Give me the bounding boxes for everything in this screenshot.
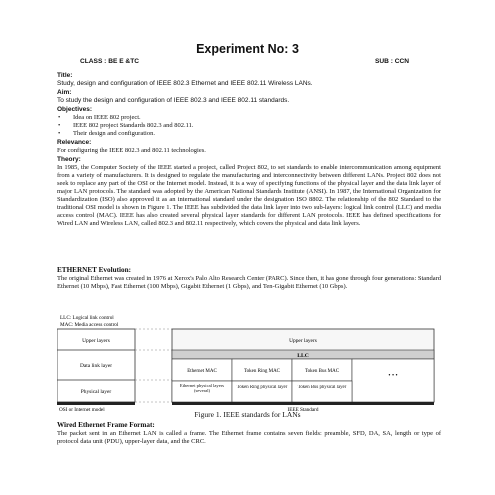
ethernet-heading: ETHERNET Evolution:	[57, 266, 131, 274]
class-label: CLASS : BE E &TC	[80, 58, 139, 65]
title-heading: Title:	[57, 72, 73, 79]
objectives-list	[57, 114, 194, 138]
aim-heading: Aim:	[57, 89, 72, 96]
frame-format-heading: Wired Ethernet Frame Format:	[57, 421, 155, 429]
ieee-upper-layers: Upper layers	[289, 338, 317, 344]
ieee-lan-figure	[57, 312, 437, 420]
objectives-heading: Objectives:	[57, 106, 93, 113]
list-item: • IEEE 802 project Standards 802.3 and 802.11.	[57, 122, 194, 130]
frame-format-text: The packet sent in an Ethernet LAN is called a frame. The Ethernet frame contains seven fields: preamble, SFD, DA, SA, length or type of protocol data unit (PDU), upper-layer data, and the CRC.	[57, 430, 441, 445]
ieee-standard-label: IEEE Standard	[287, 407, 319, 413]
aim-text: To study the design and configuration of IEEE 802.3 and IEEE 802.11 standards.	[57, 97, 290, 104]
token-bus-physical-label: Token Bus physical layer	[297, 385, 347, 390]
more-standards-dots: • • •	[388, 373, 398, 379]
legend-mac: MAC: Media access control	[60, 322, 119, 328]
list-item: • Idea on IEEE 802 project.	[57, 114, 194, 122]
osi-upper-layers: Upper layers	[82, 338, 110, 344]
legend-llc: LLC: Logical link control	[60, 315, 114, 321]
ethernet-text: The original Ethernet was created in 1976 at Xerox's Palo Alto Research Center (PARC). Since then, it has gone through four generations: Standard Ethernet (10 Mbps), Fast Ethernet (100 Mbps), Gigabit Ethernet (1 Gbps), and Ten-Gigabit Ethernet (10 Gbps).	[57, 275, 441, 290]
list-item: • Their design and configuration.	[57, 130, 194, 138]
ethernet-mac-label: Ethernet MAC	[187, 369, 217, 374]
relevance-heading: Relevance:	[57, 139, 92, 146]
osi-data-link-layer: Data link layer	[79, 363, 113, 369]
figure-caption: Figure 1. IEEE standards for LANs	[194, 410, 301, 419]
theory-heading: Theory:	[57, 156, 81, 163]
osi-model-label: OSI or Internet model	[59, 407, 105, 413]
experiment-title: Experiment No: 3	[196, 42, 299, 56]
token-ring-physical-label: Token Ring physical layer	[236, 385, 288, 390]
title-text: Study, design and configuration of IEEE 802.3 Ethernet and IEEE 802.11 Wireless LANs.	[57, 80, 313, 87]
osi-physical-layer: Physical layer	[80, 389, 112, 395]
subject-label: SUB : CCN	[375, 58, 410, 65]
llc-label: LLC	[297, 353, 309, 359]
theory-text: In 1985, the Computer Society of the IEEE started a project, called Project 802, to set standards to enable intercommunication among equipment from a variety of manufacturers. It is designed to regulate the manufacturing and interconnectivity between different LANs. Project 802 does not seek to replace any part of the OSI or the Internet model. Instead, it is a way of specifying functions of the physical layer and the data link layer of major LAN protocols. The standard was adopted by the American National Standards Institute (ANSI). In 1987, the International Organization for Standardization (ISO) also approved it as an international standard under the designation ISO 8802. The relationship of the 802 Standard to the traditional OSI model is shown in Figure 1. The IEEE has subdivided the data link layer into two sub-layers: logical link control (LLC) and media access control (MAC). IEEE has also created several physical layer standards for different LAN protocols. IEEE has defined specifications for Wired LAN and Wireless LAN, called 802.3 and 802.11 respectively, which covers the physical and data link layers.	[57, 164, 441, 227]
token-bus-mac-label: Token Bus MAC	[304, 369, 340, 374]
ethernet-physical-label: Ethernet physical layers (several)	[179, 383, 225, 393]
relevance-text: For configuring the IEEE 802.3 and 802.11 technologies.	[57, 147, 206, 154]
token-ring-mac-label: Token Ring MAC	[243, 369, 281, 374]
